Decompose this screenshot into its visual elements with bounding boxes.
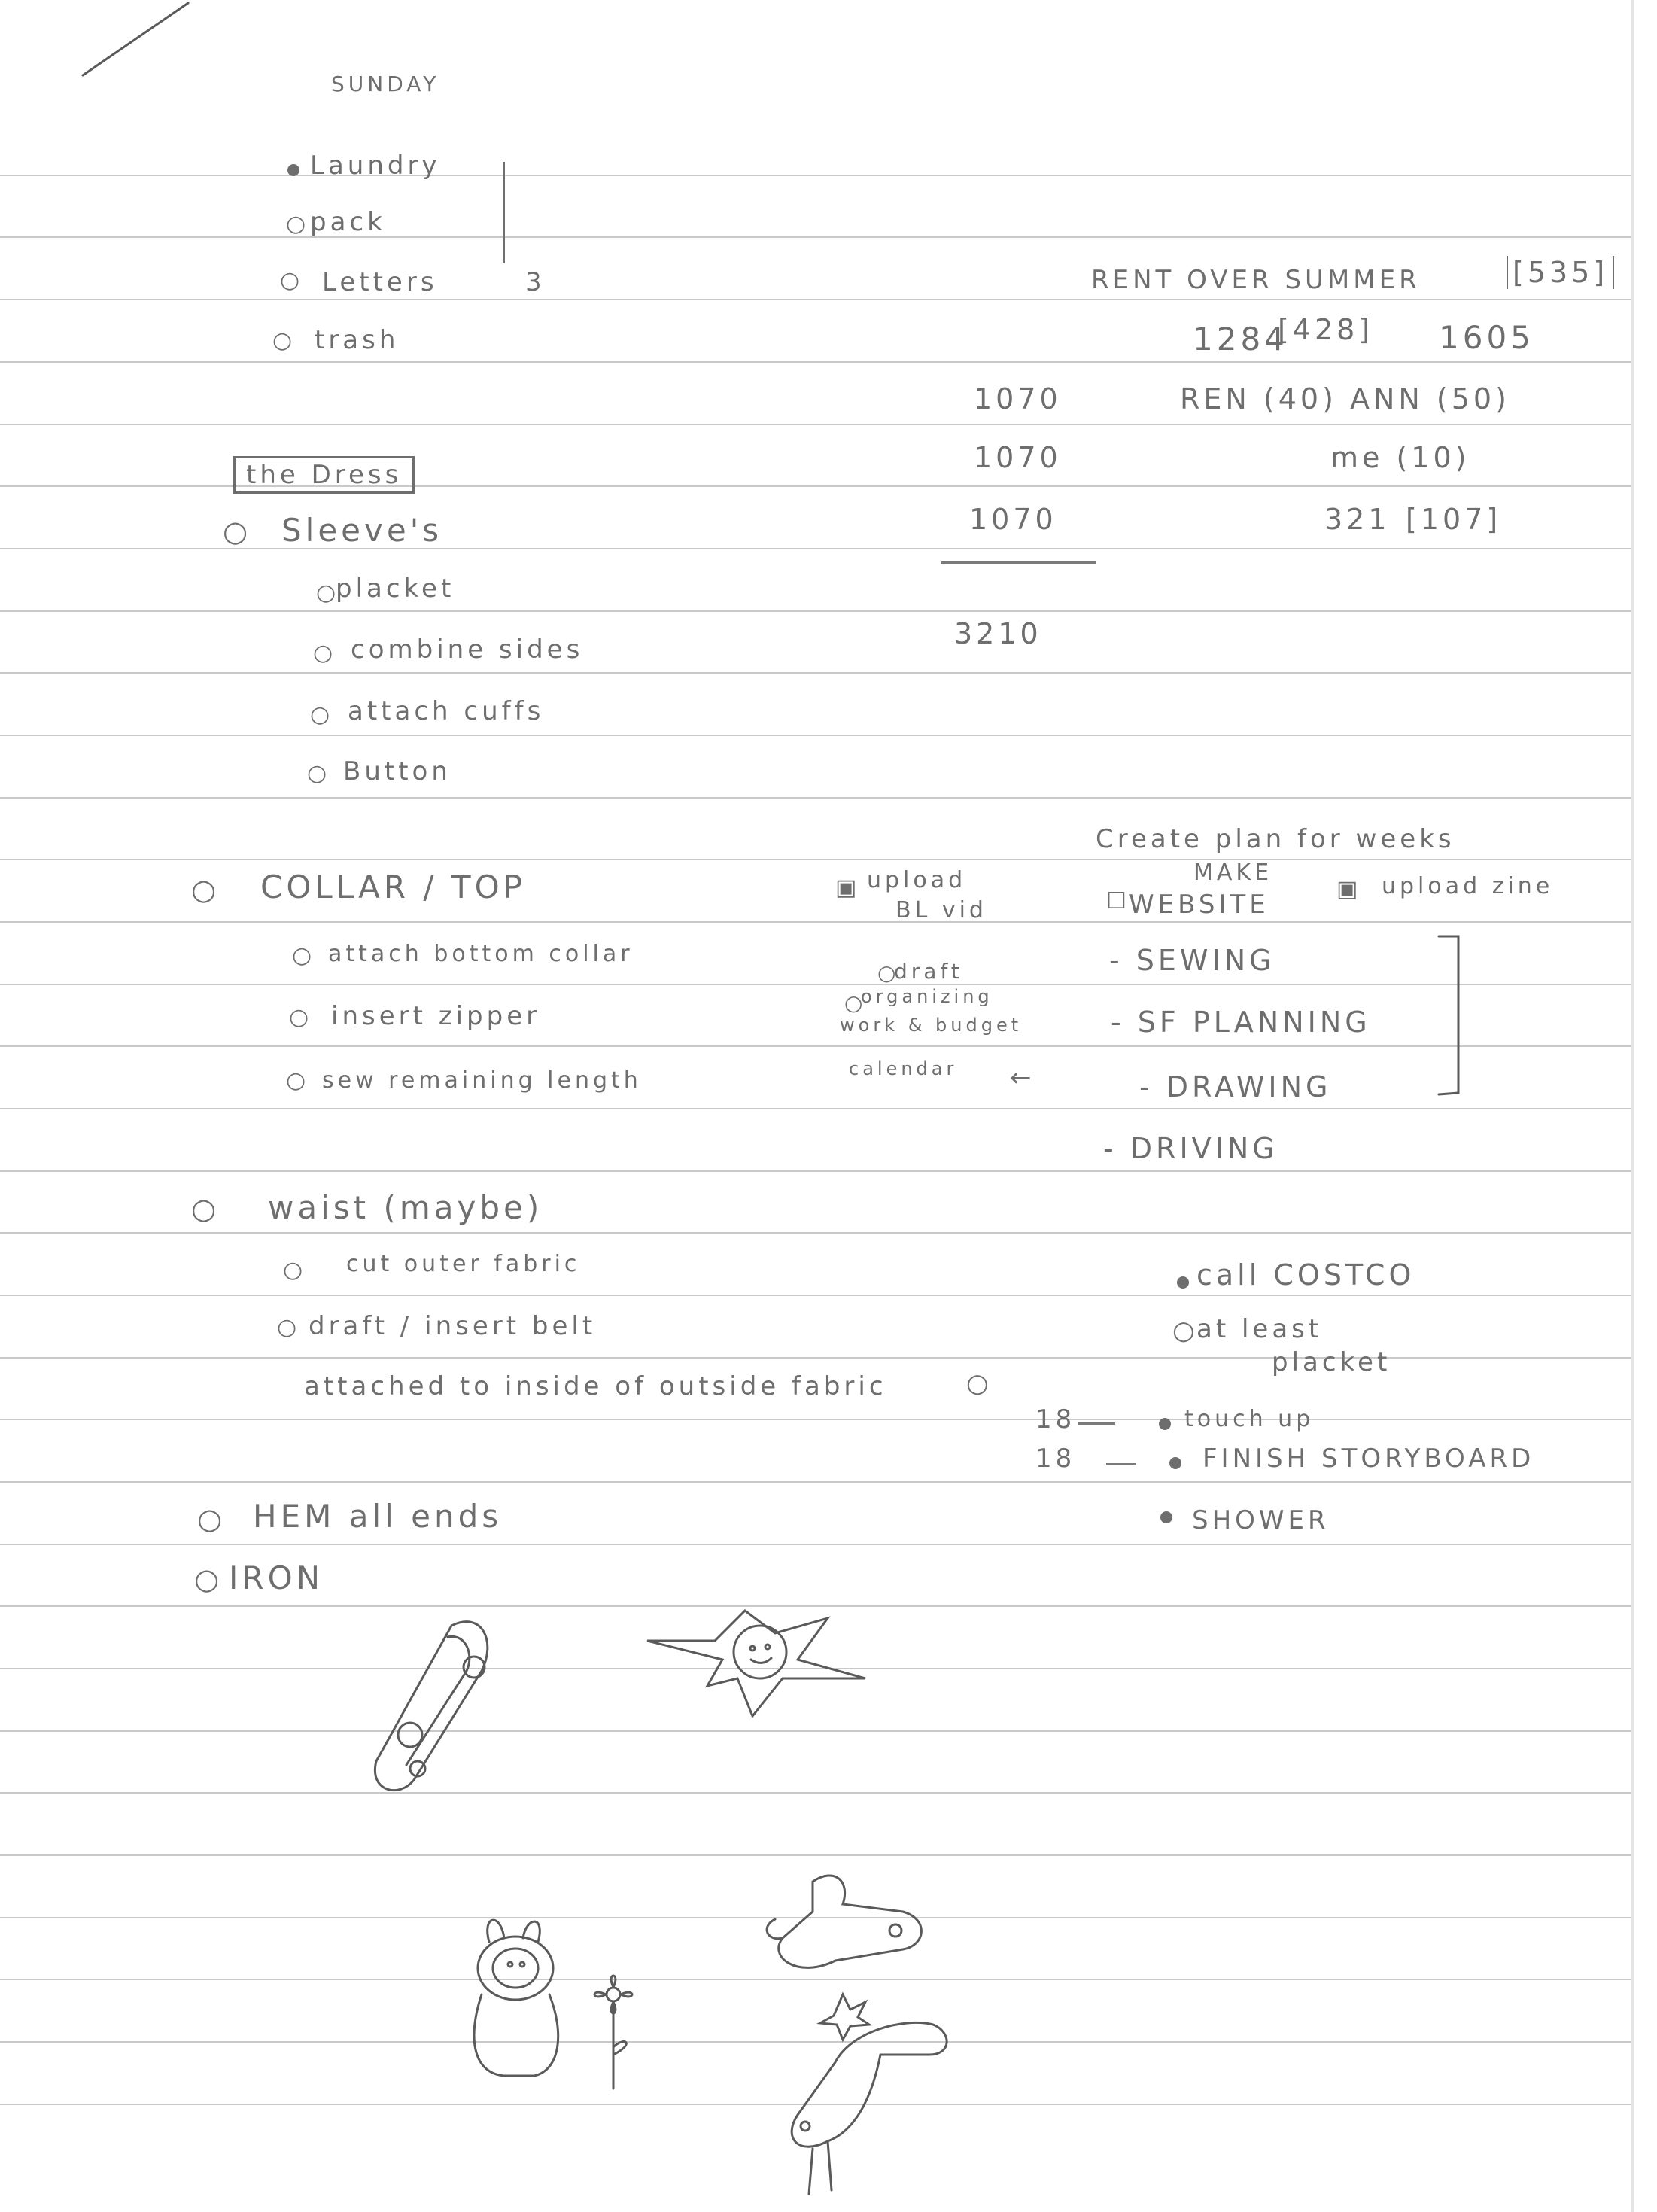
circle-bullet-icon: ○ [280,267,304,294]
rent-row1-c: 1605 [1439,319,1534,356]
dash-line [1078,1422,1115,1425]
plan-organizing-line2: work & budget [840,1015,1023,1036]
bunny-doodle [459,1912,572,2085]
waist-note: attached to inside of outside fabric [304,1371,887,1401]
make-website-line2: WEBSITE [1129,890,1269,920]
circle-bullet-icon: ○ [194,1562,223,1596]
checked-box-icon: ▣ [835,875,861,901]
rent-row4-b: [107] [1406,503,1502,536]
plan-category-driving: - DRIVING [1103,1132,1278,1165]
rent-sum-3: 1070 [969,503,1057,536]
rent-row1-b: [428] [1278,313,1374,346]
plan-draft: draft [894,959,963,984]
waist-item-draft-insert-belt: draft / insert belt [309,1311,597,1341]
chore-pack: pack [310,207,386,237]
upload-vid-line1: upload [867,867,967,893]
character-doodle-lower [768,1979,963,2205]
circle-bullet-icon: ○ [877,960,900,985]
rent-title: RENT OVER SUMMER [1091,265,1421,295]
task-shower: SHOWER [1192,1505,1330,1535]
arrow-left-icon: ← [1010,1063,1035,1093]
circle-bullet-icon: ○ [966,1368,993,1398]
make-website-line1: MAKE [1193,860,1273,886]
day-heading: SUNDAY [331,72,440,96]
page-fold-mark [75,0,196,83]
collar-item-sew-remaining: sew remaining length [322,1067,642,1094]
flower-doodle [579,1964,647,2092]
sleeves-item-button: Button [343,756,451,787]
chores-bracket [503,162,505,263]
plan-category-drawing: - DRAWING [1139,1070,1332,1103]
sleeves-item-placket: placket [336,574,455,604]
task-call-costco: call COSTCO [1196,1258,1415,1292]
sun-doodle [640,1588,873,1724]
task-touch-up: touch up [1184,1406,1315,1432]
done-dot-icon [1169,1457,1181,1469]
done-dot-icon [287,164,299,176]
rent-people: REN (40) ANN (50) [1180,382,1510,415]
sleeves-item-combine-sides: combine sides [351,634,584,665]
circle-bullet-icon: ○ [316,580,340,606]
task-at-least-line1: at least [1196,1314,1323,1344]
checked-box-icon: ▣ [1336,876,1362,902]
sleeves-heading: Sleeve's [281,512,443,549]
done-dot-icon [1160,1511,1172,1523]
plan-category-sf-planning: - SF PLANNING [1111,1006,1371,1039]
collar-item-attach-bottom-collar: attach bottom collar [328,941,634,967]
circle-bullet-icon: ○ [310,701,334,728]
collar-item-insert-zipper: insert zipper [331,1001,541,1031]
circle-bullet-icon: ○ [191,1192,220,1225]
circle-bullet-icon: ○ [292,942,316,969]
plan-organizing-line1: organizing [861,986,993,1007]
rent-row1-a: 1284 [1193,321,1288,358]
circle-bullet-icon: ○ [197,1502,227,1535]
chore-letters: Letters [322,267,438,297]
rent-total: 3210 [954,617,1042,650]
rent-row4-a: 321 [1324,503,1391,536]
plan-calendar: calendar [849,1058,958,1079]
upload-vid-line2: BL vid [895,897,987,923]
upload-zine: upload zine [1382,873,1554,899]
task-touch-up-number: 18 [1035,1404,1076,1435]
sleeves-item-attach-cuffs: attach cuffs [348,696,545,726]
empty-box-icon: ☐ [1106,888,1130,914]
rent-sum-2: 1070 [974,441,1062,474]
circle-bullet-icon: ○ [223,515,252,548]
rent-me: me (10) [1330,441,1470,474]
dress-title: the Dress [233,456,415,494]
plan-title: Create plan for weeks [1096,824,1455,854]
waist-item-cut-outer-fabric: cut outer fabric [346,1251,581,1277]
character-doodle-upper [752,1867,933,1994]
dash-line [1106,1463,1136,1465]
circle-bullet-icon: ○ [307,760,331,787]
circle-bullet-icon: ○ [313,640,337,666]
circle-bullet-icon: ○ [283,1257,307,1283]
circle-bullet-icon: ○ [286,1067,310,1094]
collar-heading: COLLAR / TOP [260,869,526,905]
task-at-least-line2: placket [1272,1347,1391,1377]
plan-bracket [1436,933,1466,1099]
task-finish-storyboard: FINISH STORYBOARD [1202,1444,1535,1474]
iron-heading: IRON [229,1559,324,1596]
circle-bullet-icon: ○ [1172,1316,1199,1346]
circle-bullet-icon: ○ [191,873,220,906]
rent-title-value: [535] [1507,256,1614,289]
chores-note: 3 [525,267,546,297]
chore-trash: trash [315,325,400,355]
done-dot-icon [1159,1418,1171,1430]
circle-bullet-icon: ○ [844,990,867,1015]
circle-bullet-icon: ○ [289,1004,313,1030]
waist-heading: waist (maybe) [268,1189,543,1226]
chore-laundry: Laundry [310,151,441,181]
task-finish-storyboard-number: 18 [1035,1444,1076,1474]
plan-category-sewing: - SEWING [1109,944,1275,977]
circle-bullet-icon: ○ [277,1314,301,1340]
circle-bullet-icon: ○ [286,211,310,237]
right-margin-edge [1631,0,1634,2212]
circle-bullet-icon: ○ [272,327,296,354]
done-dot-icon [1177,1276,1189,1289]
rent-sum-1: 1070 [974,382,1062,415]
rent-sum-underline [941,561,1096,564]
skateboard-doodle [361,1611,512,1799]
hem-heading: HEM all ends [253,1498,503,1535]
